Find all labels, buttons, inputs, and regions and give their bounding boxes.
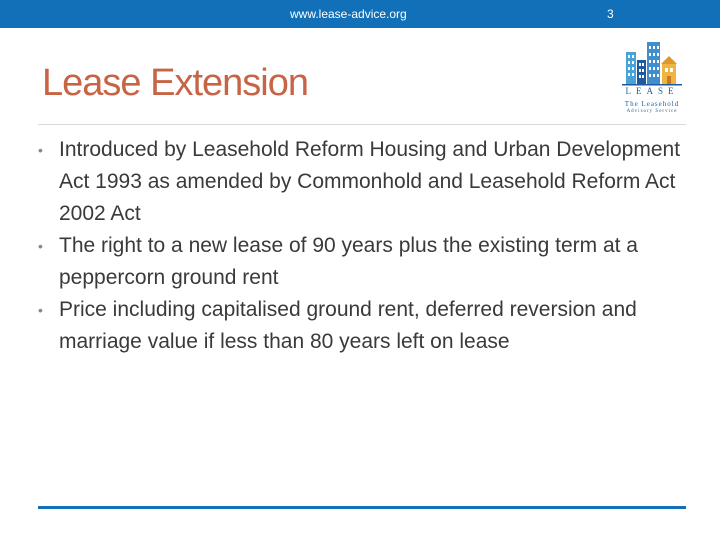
bullet-dot-icon: • (38, 238, 43, 254)
bullet-item (38, 230, 688, 294)
logo-wordmark: LEASE (625, 86, 679, 96)
footer-divider (38, 506, 686, 509)
bullet-dot-icon: • (38, 302, 43, 318)
bullet-text: The right to a new lease of 90 years plus the existing term at a peppercorn ground rent (59, 234, 638, 289)
bullet-text: Price including capitalised ground rent, deferred reversion and marriage value if less than 80 years left on lease (59, 298, 637, 353)
bullet-text: Introduced by Leasehold Reform Housing and Urban Development Act 1993 as amended by Commonhold and Leasehold Reform Act 2002 Act (59, 138, 681, 225)
logo-subtitle: The Leasehold (624, 100, 680, 108)
bullet-list (38, 134, 688, 358)
bullet-item (38, 134, 688, 230)
bullet-item (38, 294, 688, 358)
lease-logo (612, 38, 692, 124)
header-bar (0, 0, 720, 28)
logo-tagline: Advisory Service (626, 109, 678, 114)
slide-number: 3 (607, 7, 614, 21)
slide-title: Lease Extension (42, 62, 308, 104)
bullet-dot-icon: • (38, 142, 43, 158)
buildings-logo-icon (612, 38, 692, 86)
website-url: www.lease-advice.org (290, 7, 407, 21)
title-divider (38, 124, 686, 125)
